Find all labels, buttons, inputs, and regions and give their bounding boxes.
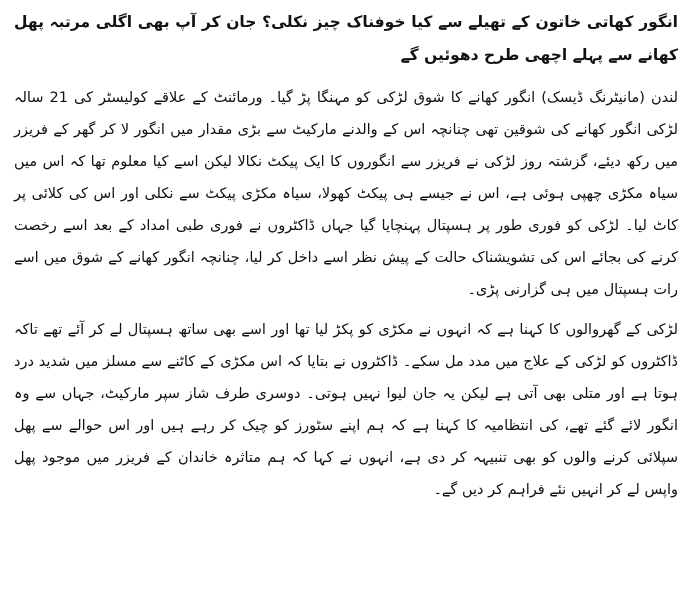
article-paragraph-1: لندن (مانیٹرنگ ڈیسک) انگور کھانے کا شوق لڑکی کو مہنگا پڑ گیا۔ ورمائنٹ کے علاقے کولیسٹر کی 21 سالہ لڑکی انگور کھانے کی شوقین تھی چنانچہ اس کے والدنے مارکیٹ سے بڑی مقدار میں انگور لا کر گھر کے فریزر میں رکھ دیئے، گزشتہ روز لڑکی نے فریزر سے انگوروں کا ایک پیکٹ نکالا لیکن اسے کیا معلوم تھا کہ اس میں سیاہ مکڑی چھپی ہوئی ہے، اس نے جیسے ہی پیکٹ کھولا، سیاہ مکڑی پیکٹ سے نکلی اور اس کی کلائی پر کاٹ لیا۔ لڑکی کو فوری طور پر ہسپتال پہنچایا گیا جہاں ڈاکٹروں نے فوری طبی امداد کے بعد اسے رخصت کرنے کی بجائے اس کی تشویشناک حالت کے پیش نظر اسے داخل کر لیا، چنانچہ انگور کھانے کے شوق میں اسے رات ہسپتال میں ہی گزارنی پڑی۔ xyxy=(14,90,678,298)
article-paragraph-2: لڑکی کے گھروالوں کا کہنا ہے کہ انہوں نے مکڑی کو پکڑ لیا تھا اور اسے بھی ساتھ ہسپتال لے کر آئے تھے تاکہ ڈاکٹروں کو لڑکی کے علاج میں مدد مل سکے۔ ڈاکٹروں نے بتایا کہ اس مکڑی کے کاٹنے سے مسلز میں شدید درد ہوتا ہے اور متلی بھی آتی ہے لیکن یہ جان لیوا نہیں ہوتی۔ دوسری طرف شاز سپر مارکیٹ، جہاں سے وہ انگور لائے گئے تھے، کی انتظامیہ کا کہنا ہے کہ ہم اپنے سٹورز کو چیک کر رہے ہیں اور اس حوالے سے پھل سپلائی کرنے والوں کو بھی تنبیہہ کر دی ہے، انہوں نے کہا کہ ہم متاثرہ خاندان کے فریزر میں موجود پھل واپس لے کر انہیں نئے فراہم کر دیں گے۔ xyxy=(14,322,678,498)
article-headline: انگور کھاتی خاتون کے تھیلے سے کیا خوفناک چیز نکلی؟ جان کر آپ بھی اگلی مرتبہ پھل کھانے سے پہلے اچھی طرح دھوئیں گے xyxy=(14,13,678,64)
